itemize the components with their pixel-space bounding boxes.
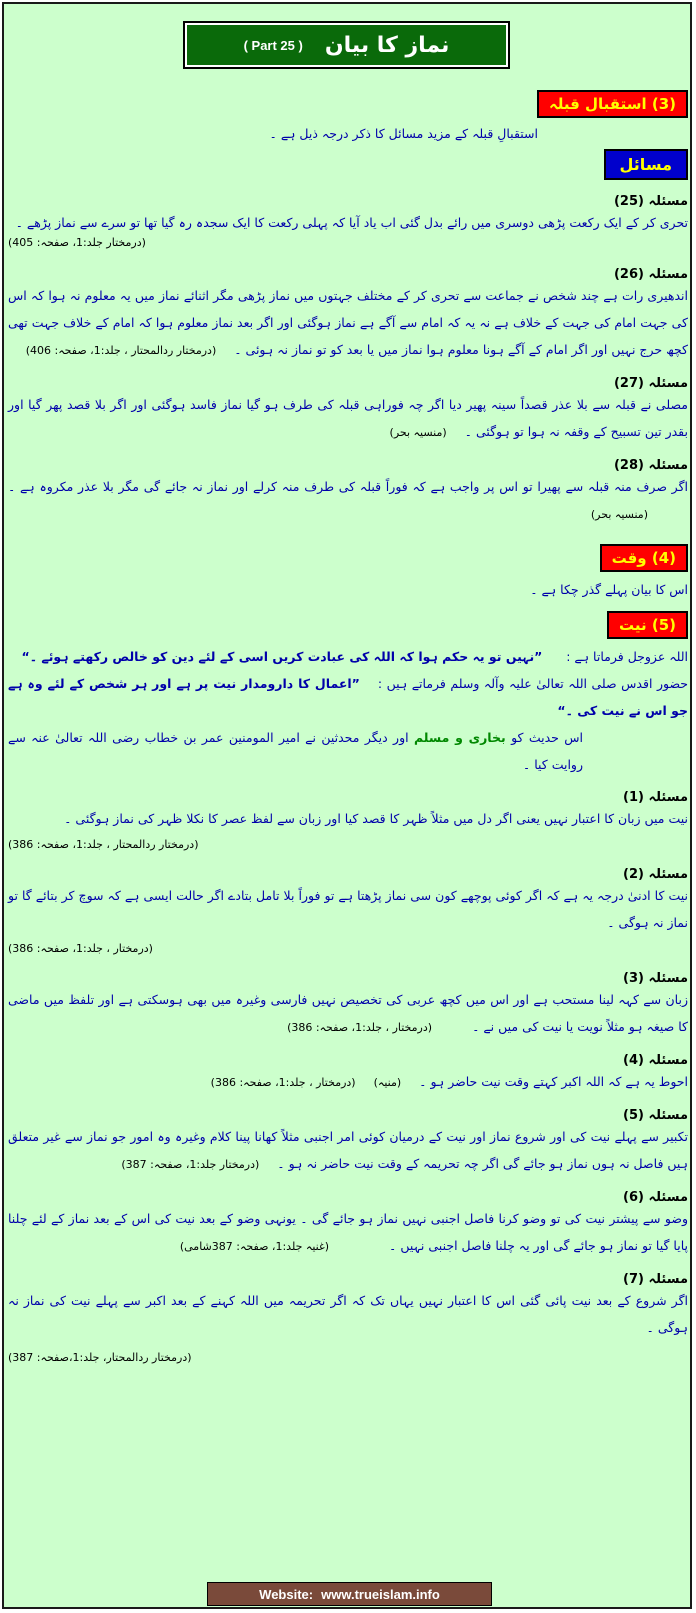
niyyat-masala-1-heading: مسئلہ (1)	[623, 790, 688, 805]
niyyat-masala-5-paragraph	[8, 1123, 688, 1178]
website-label: Website:	[259, 1586, 314, 1602]
niyyat-line-1	[8, 643, 688, 670]
masala-25-text: تحری کر کے ایک رکعت پڑھی دوسری میں رائے بدل گئی اب یاد آیا کہ پہلی رکعت کا ایک سجدہ رہ گیا تھا تو سرے سے نماز پڑھے ۔	[15, 215, 688, 230]
content	[8, 90, 688, 1364]
page-title: نماز کا بیان	[324, 32, 450, 58]
niyyat-masala-5-text: تکبیر سے پہلے نیت کی اور شروع نماز اور نیت کے درمیان کوئی امر اجنبی مثلاً کھانا پینا کلام وغیرہ وہ امور جو نماز سے غیر متعلق ہیں فاصل نہ ہوں نماز ہو جائے گی اگر چہ تحریمہ کے وقت نیت حاضر نہ ہو ۔	[8, 1129, 688, 1171]
section-waqt-text: اس کا بیان پہلے گذر چکا ہے ۔	[530, 582, 688, 597]
niyyat-masala-3-paragraph	[8, 986, 688, 1041]
section-label-qibla: (3) استقبال قبلہ	[537, 90, 688, 118]
niyyat-masala-4-text: احوط یہ ہے کہ اللہ اکبر کہتے وقت نیت حاضر ہو ۔	[419, 1074, 688, 1089]
section-label-niyyat: (5) نیت	[607, 611, 688, 639]
niyyat-masala-3-text: زبان سے کہہ لینا مستحب ہے اور اس میں کچھ عربی کی تخصیص نہیں فارسی وغیرہ میں بھی ہوسکتی ہے اور تلفظ میں ماضی کا صیغہ ہو مثلاً نویت یا نیت کی میں نے ۔	[8, 992, 688, 1034]
masala-27-heading: مسئلہ (27)	[613, 376, 688, 391]
masala-27-text: مصلی نے قبلہ سے بلا عذر قصداً سینہ پھیر دیا اگر چہ فوراہی قبلہ کی طرف ہو گیا نماز فاسد ہوگئی اور اگر بلا قصد پھر گیا اور بقدر تین تسبیح کے وقفہ نہ ہوا تو ہوگئی ۔	[8, 397, 688, 439]
niyyat-masala-6-heading: مسئلہ (6)	[623, 1190, 688, 1205]
niyyat-line-2-pre: حضور اقدس صلی اللہ تعالیٰ علیہ وآلہ وسلم فرماتے ہیں :	[377, 676, 689, 691]
part-label: ( Part 25 )	[243, 37, 303, 53]
niyyat-masala-4-ref2: (درمختار ، جلد:1، صفحہ: 386)	[210, 1076, 356, 1089]
niyyat-line-1-pre: اللہ عزوجل فرماتا ہے :	[566, 649, 688, 664]
masala-28-text: اگر صرف منہ قبلہ سے پھیرا تو اس پر واجب ہے کہ فوراً قبلہ کی طرف منہ کرلے اور نماز نہ جائے گی مگر بلا عذر مکروہ ہے ۔	[8, 479, 688, 494]
bukhari-muslim: بخاری و مسلم	[413, 730, 506, 745]
niyyat-masala-1-text: نیت میں زبان کا اعتبار نہیں یعنی اگر دل میں مثلاً ظہر کا قصد کیا اور زبان سے لفظ عصر کا نکلا ظہر کی نماز ہوگئی ۔	[64, 811, 688, 826]
masala-25-heading: مسئلہ (25)	[613, 194, 688, 209]
niyyat-masala-5-ref: (درمختار جلد:1، صفحہ: 387)	[121, 1158, 260, 1171]
niyyat-masala-2-heading: مسئلہ (2)	[623, 867, 688, 882]
masail-label: مسائل	[604, 149, 688, 180]
masala-27-ref: (منسیہ بحر)	[389, 426, 447, 439]
masala-26-heading: مسئلہ (26)	[613, 267, 688, 282]
masala-25-ref: (درمختار جلد:1، صفحہ: 405)	[8, 236, 146, 249]
niyyat-masala-1-ref: (درمختار ردالمحتار ، جلد:1، صفحہ: 386)	[8, 838, 199, 851]
niyyat-line-3-pre: اس حدیث کو	[511, 730, 584, 745]
niyyat-masala-6-ref: (غنیہ جلد:1، صفحہ: 387شامی)	[179, 1240, 330, 1253]
website-url[interactable]: www.trueislam.info	[321, 1586, 440, 1602]
section-intro: استقبالِ قبلہ کے مزید مسائل کا ذکر درجہ ذیل ہے ۔	[269, 126, 538, 141]
niyyat-masala-6-text: وضو سے پیشتر نیت کی تو وضو کرنا فاصل اجنبی نہیں نماز ہو جائے گی ۔ یونہی وضو کے بعد نیت کی اس کے بعد نماز کے لئے چلنا پایا گیا تو نماز ہو جائے گی اور یہ چلنا فاصل اجنبی نہیں ۔	[8, 1211, 688, 1253]
niyyat-line-2	[8, 670, 688, 724]
masala-26-ref: (درمختار ردالمحتار ، جلد:1، صفحہ: 406)	[25, 344, 217, 357]
niyyat-masala-2-text: نیت کا ادنیٰ درجہ یہ ہے کہ اگر کوئی پوچھے کون سی نماز پڑھتا ہے تو فوراً بلا تامل بتادے اگر حالت ایسی ہے کہ سوچ کر بتائے گا تو نماز نہ ہوگی ۔	[8, 888, 688, 930]
niyyat-masala-3-ref: (درمختار ، جلد:1، صفحہ: 386)	[287, 1021, 433, 1034]
title-box	[183, 21, 510, 69]
niyyat-masala-6-paragraph	[8, 1205, 688, 1260]
niyyat-masala-7-heading: مسئلہ (7)	[623, 1272, 688, 1287]
niyyat-masala-4-heading: مسئلہ (4)	[623, 1053, 688, 1068]
masala-28-heading: مسئلہ (28)	[613, 458, 688, 473]
niyyat-masala-7-text: اگر شروع کے بعد نیت پائی گئی اس کا اعتبار نہیں یہاں تک کہ اگر تحریمہ میں اللہ کہنے کے بعد اکبر سے پہلے نیت کی نماز نہ ہوگی ۔	[8, 1293, 688, 1335]
hadith-quote: ”اعمال کا دارومدار نیت پر ہے اور ہر شخص کے لئے وہ ہے جو اس نے نیت کی ۔“	[8, 676, 688, 718]
niyyat-masala-7-ref: (درمختار ردالمحتار، جلد:1،صفحہ: 387)	[8, 1351, 192, 1364]
section-label-waqt: (4) وقت	[600, 544, 688, 572]
niyyat-masala-5-heading: مسئلہ (5)	[623, 1108, 688, 1123]
masala-28-paragraph	[8, 473, 688, 528]
niyyat-line-3-post: اور دیگر محدثین نے امیر المومنین عمر بن خطاب رضی اللہ تعالیٰ عنہ سے روایت کیا ۔	[8, 730, 583, 772]
niyyat-masala-2-ref: (درمختار ، جلد:1، صفحہ: 386)	[8, 942, 153, 955]
niyyat-line-3	[8, 724, 583, 778]
niyyat-masala-4-paragraph	[8, 1068, 688, 1096]
masala-26-text: اندھیری رات ہے چند شخص نے جماعت سے تحری کر کے مختلف جہتوں میں نماز پڑھی مگر اثنائے نماز میں یہ معلوم نہ ہوا کہ اس کی جہت امام کی جہت کے خلاف ہے نہ یہ کہ امام سے آگے ہے نماز ہوگئی اور اگر بعد نماز معلوم ہوا کہ امام کے خلاف جہت تھی کچھ حرج نہیں اور اگر امام کے آگے ہونا معلوم ہوا نماز میں یا بعد کو تو نماز نہ ہوئی ۔	[8, 288, 688, 357]
website-banner[interactable]	[207, 1582, 492, 1606]
niyyat-masala-3-heading: مسئلہ (3)	[623, 971, 688, 986]
masala-26-paragraph	[8, 282, 688, 364]
quran-quote: ”نہیں تو یہ حکم ہوا کہ اللہ کی عبادت کریں اسی کے لئے دین کو خالص رکھتے ہوئے ۔“	[21, 649, 543, 664]
niyyat-masala-4-ref1: (منیہ)	[373, 1076, 402, 1089]
masala-27-paragraph	[8, 391, 688, 446]
masala-28-ref: (منسیہ بحر)	[590, 508, 648, 521]
